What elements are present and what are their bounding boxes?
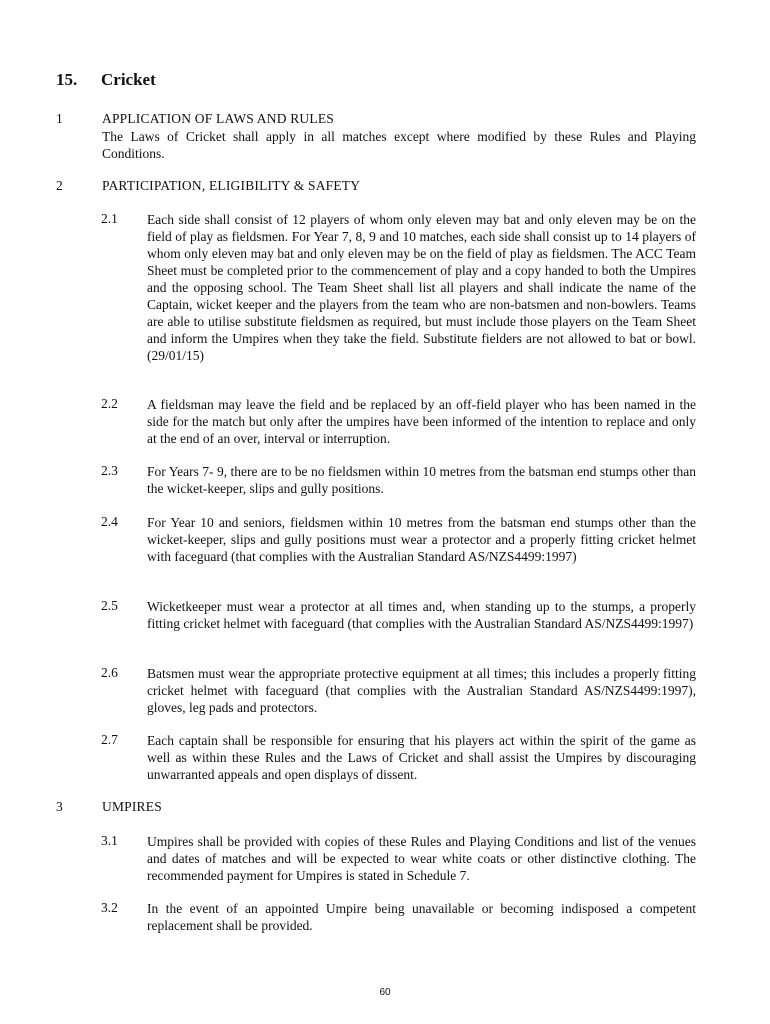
clause-3-1-number: 3.1	[101, 833, 118, 848]
clause-3-2-text: In the event of an appointed Umpire being unavailable or becoming indisposed a competent replacement shall be provided.	[147, 901, 696, 933]
clause-2-6-text: Batsmen must wear the appropriate protective equipment at all times; this includes a properly fitting cricket helmet with faceguard (that complies with the Australian Standard AS/NZS4499:1997), gloves, leg pads and protectors.	[147, 666, 696, 715]
section-2-title: PARTICIPATION, ELIGIBILITY & SAFETY	[102, 178, 361, 193]
clause-2-1-number: 2.1	[101, 211, 118, 226]
heading-number: 15.	[56, 70, 78, 89]
heading-title: Cricket	[101, 70, 156, 89]
clause-2-2-text: A fieldsman may leave the field and be replaced by an off-field player who has been named in the side for the match but only after the umpires have been informed of the intention to replace and only at the end of an over, interval or interruption.	[147, 397, 696, 446]
clause-2-6-number: 2.6	[101, 665, 118, 680]
clause-2-4-number: 2.4	[101, 514, 118, 529]
page-number: 60	[379, 987, 391, 998]
section-3-title: UMPIRES	[102, 799, 162, 814]
section-2-number: 2	[56, 178, 63, 193]
clause-3-2-number: 3.2	[101, 900, 118, 915]
clause-2-7-number: 2.7	[101, 732, 118, 747]
section-3-number: 3	[56, 799, 63, 814]
clause-2-5-number: 2.5	[101, 598, 118, 613]
clause-2-5-text: Wicketkeeper must wear a protector at all times and, when standing up to the stumps, a properly fitting cricket helmet with faceguard (that complies with the Australian Standard AS/NZS4499:1997)	[147, 599, 696, 631]
clause-2-1-text: Each side shall consist of 12 players of whom only eleven may bat and only eleven may be on the field of play as fieldsmen. For Year 7, 8, 9 and 10 matches, each side shall consist up to 14 players of whom only eleven may bat and only eleven may be on the field of play as fieldsmen. The ACC Team Sheet must be completed prior to the commencement of play and a copy handed to both the Umpires and the opposing school. The Team Sheet shall list all players and shall indicate the name of the Captain, wicket keeper and the players from the team who are non-batsmen and non-bowlers. Teams are able to utilise substitute fieldsmen as required, but must include those players on the Team Sheet and inform the Umpires when they take the field. Substitute fielders are not allowed to bat or bowl. (29/01/15)	[147, 212, 696, 363]
clause-2-3-number: 2.3	[101, 463, 118, 478]
clause-2-7-text: Each captain shall be responsible for ensuring that his players act within the spirit of the game as well as within these Rules and the Laws of Cricket and shall assist the Umpires by discouraging unwarranted appeals and open displays of dissent.	[147, 733, 696, 782]
section-1-number: 1	[56, 111, 63, 126]
section-1-title: APPLICATION OF LAWS AND RULES	[102, 111, 334, 126]
clause-2-3-text: For Years 7- 9, there are to be no fieldsmen within 10 metres from the batsman end stumps other than the wicket-keeper, slips and gully positions.	[147, 464, 696, 496]
section-1-body: The Laws of Cricket shall apply in all matches except where modified by these Rules and Playing Conditions.	[102, 129, 696, 161]
clause-2-2-number: 2.2	[101, 396, 118, 411]
clause-2-4-text: For Year 10 and seniors, fieldsmen within 10 metres from the batsman end stumps other than the wicket-keeper, slips and gully positions must wear a protector and a properly fitting cricket helmet with faceguard (that complies with the Australian Standard AS/NZS4499:1997)	[147, 515, 696, 564]
clause-3-1-text: Umpires shall be provided with copies of these Rules and Playing Conditions and list of the venues and dates of matches and will be expected to wear white coats or other distinctive clothing. The recommended payment for Umpires is stated in Schedule 7.	[147, 834, 696, 883]
